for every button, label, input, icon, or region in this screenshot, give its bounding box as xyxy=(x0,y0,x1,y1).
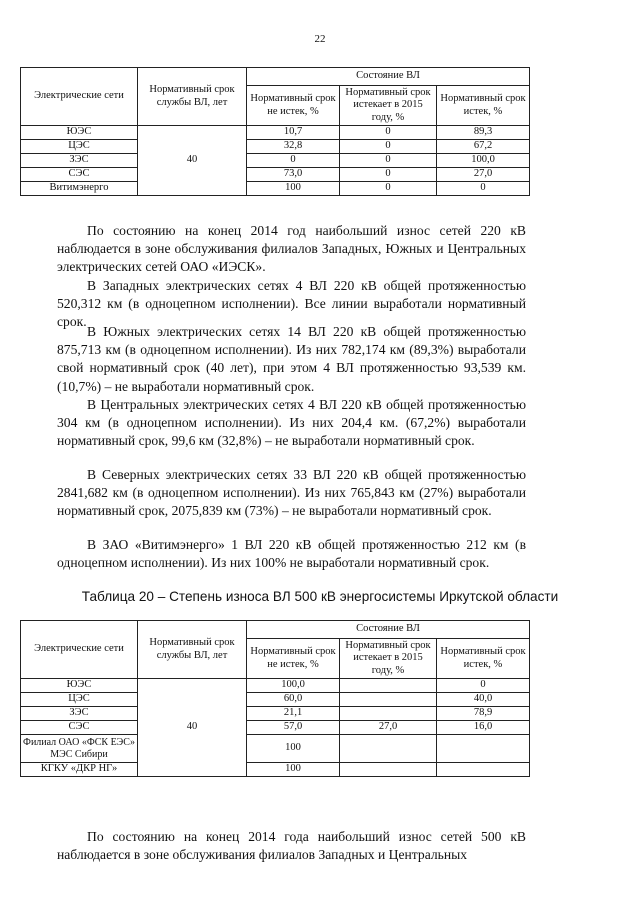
cell-expired: 0 xyxy=(437,182,530,196)
paragraph-text: В Западных электрических сетях 4 ВЛ 220 кВ общей протяженностью 520,312 км (в одноцепном исполнении). Все линии выработали нормативный срок. xyxy=(57,278,526,330)
header-not-expired: Нормативный срок не истек, % xyxy=(247,86,340,126)
cell-expiring: 27,0 xyxy=(340,721,437,735)
paragraph-text: В Центральных электрических сетях 4 ВЛ 220 кВ общей протяженностью 304 км (в одноцепном исполнении). Из них 204,4 км. (67,2%) выработали нормативный срок, 99,6 км (32,8%) – не выработали нормативный срок. xyxy=(57,397,526,449)
cell-norm: 40 xyxy=(138,679,247,777)
page-number: 22 xyxy=(314,33,326,45)
cell-network: ЗЭС xyxy=(21,154,138,168)
header-norm-life: Нормативный срок службы ВЛ, лет xyxy=(138,68,247,126)
cell-not-expired: 100 xyxy=(247,735,340,763)
cell-expired: 27,0 xyxy=(437,168,530,182)
cell-expired: 67,2 xyxy=(437,140,530,154)
paragraph-central xyxy=(57,396,526,451)
header-expiring: Нормативный срок истекает в 2015 году, % xyxy=(340,86,437,126)
header-expiring: Нормативный срок истекает в 2015 году, % xyxy=(340,639,437,679)
cell-network: ЦЭС xyxy=(21,693,138,707)
cell-expiring xyxy=(340,693,437,707)
cell-expiring xyxy=(340,735,437,763)
cell-expiring xyxy=(340,707,437,721)
table-row xyxy=(21,721,530,735)
cell-expiring: 0 xyxy=(340,182,437,196)
table-row xyxy=(21,168,530,182)
cell-expired: 0 xyxy=(437,679,530,693)
header-state: Состояние ВЛ xyxy=(247,621,530,639)
cell-not-expired: 0 xyxy=(247,154,340,168)
paragraph-north xyxy=(57,466,526,521)
cell-expiring xyxy=(340,763,437,777)
cell-network: Витимэнерго xyxy=(21,182,138,196)
table-220kv-wear xyxy=(20,67,530,196)
table-caption: Таблица 20 – Степень износа ВЛ 500 кВ энергосистемы Иркутской области xyxy=(81,589,559,604)
table-row xyxy=(21,140,530,154)
cell-network: ЮЭС xyxy=(21,679,138,693)
header-expired: Нормативный срок истек, % xyxy=(437,86,530,126)
table-row xyxy=(21,126,530,140)
cell-expired: 16,0 xyxy=(437,721,530,735)
header-networks: Электрические сети xyxy=(21,621,138,679)
cell-expiring: 0 xyxy=(340,126,437,140)
paragraph-text: По состоянию на конец 2014 год наибольший износ сетей 220 кВ наблюдается в зоне обслуживания филиалов Западных, Южных и Центральных электрических сетей ОАО «ИЭСК». xyxy=(57,223,526,275)
paragraph-text: По состоянию на конец 2014 года наибольший износ сетей 500 кВ наблюдается в зоне обслуживания филиалов Западных и Центральных xyxy=(57,829,526,863)
cell-expired: 78,9 xyxy=(437,707,530,721)
paragraph-south xyxy=(57,323,526,396)
paragraph-text: В Южных электрических сетях 14 ВЛ 220 кВ общей протяженностью 875,713 км (в одноцепном исполнении). Из них 782,174 км (89,3%) выработали свой нормативный срок (40 лет), при этом 4 ВЛ протяженностью 93,539 км. (10,7%) – не выработали нормативный срок. xyxy=(57,324,526,394)
paragraph-vitimenergo xyxy=(57,536,526,572)
paragraph-text: В ЗАО «Витимэнерго» 1 ВЛ 220 кВ общей протяженностью 212 км (в одноцепном исполнении). Из них 100% не выработали нормативный срок. xyxy=(57,537,526,571)
cell-network: ЮЭС xyxy=(21,126,138,140)
cell-expiring xyxy=(340,679,437,693)
cell-network: ЦЭС xyxy=(21,140,138,154)
table-row xyxy=(21,182,530,196)
header-state: Состояние ВЛ xyxy=(247,68,530,86)
cell-expired xyxy=(437,735,530,763)
cell-not-expired: 57,0 xyxy=(247,721,340,735)
table-500kv-wear xyxy=(20,620,530,777)
header-not-expired: Нормативный срок не истек, % xyxy=(247,639,340,679)
cell-not-expired: 100 xyxy=(247,182,340,196)
cell-network: СЭС xyxy=(21,168,138,182)
cell-not-expired: 100,0 xyxy=(247,679,340,693)
cell-expiring: 0 xyxy=(340,140,437,154)
cell-expired xyxy=(437,763,530,777)
paragraph-220kv-summary xyxy=(57,222,526,277)
cell-expired: 89,3 xyxy=(437,126,530,140)
cell-not-expired: 100 xyxy=(247,763,340,777)
cell-network: Филиал ОАО «ФСК ЕЭС» МЭС Сибири xyxy=(21,735,138,763)
cell-expired: 40,0 xyxy=(437,693,530,707)
table-row xyxy=(21,154,530,168)
table-row xyxy=(21,707,530,721)
cell-expiring: 0 xyxy=(340,168,437,182)
table-row xyxy=(21,679,530,693)
header-expired: Нормативный срок истек, % xyxy=(437,639,530,679)
cell-network: ЗЭС xyxy=(21,707,138,721)
cell-not-expired: 73,0 xyxy=(247,168,340,182)
cell-not-expired: 60,0 xyxy=(247,693,340,707)
header-norm-life: Нормативный срок службы ВЛ, лет xyxy=(138,621,247,679)
cell-not-expired: 10,7 xyxy=(247,126,340,140)
table-row xyxy=(21,763,530,777)
cell-not-expired: 21,1 xyxy=(247,707,340,721)
cell-not-expired: 32,8 xyxy=(247,140,340,154)
paragraph-500kv-summary xyxy=(57,828,526,864)
cell-expired: 100,0 xyxy=(437,154,530,168)
cell-norm: 40 xyxy=(138,126,247,196)
cell-network: КГКУ «ДКР НГ» xyxy=(21,763,138,777)
paragraph-text: В Северных электрических сетях 33 ВЛ 220 кВ общей протяженностью 2841,682 км (в одноцепном исполнении). Из них 765,843 км (27%) выработали нормативный срок, 2075,839 км (73%) – не выработали нормативный срок. xyxy=(57,467,526,519)
table-row xyxy=(21,693,530,707)
cell-network: СЭС xyxy=(21,721,138,735)
cell-expiring: 0 xyxy=(340,154,437,168)
table-row xyxy=(21,735,530,763)
header-networks: Электрические сети xyxy=(21,68,138,126)
